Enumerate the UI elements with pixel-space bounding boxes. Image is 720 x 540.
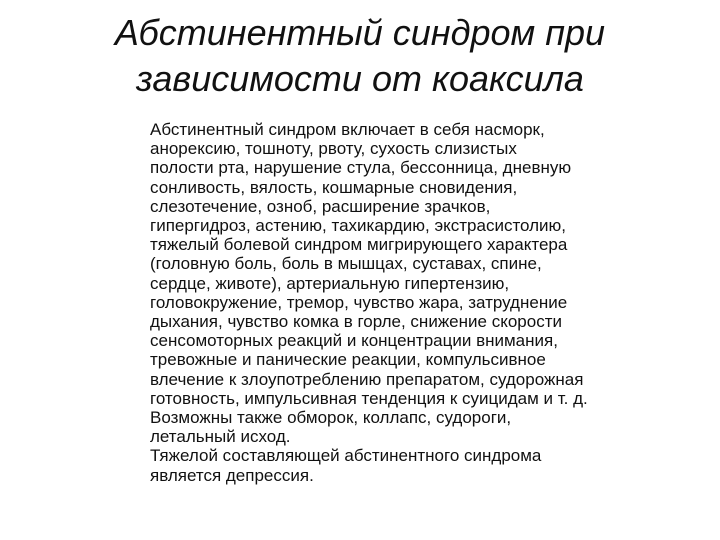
text-line: является депрессия.	[150, 465, 314, 485]
title-line: Абстинентный синдром при	[114, 12, 606, 53]
text-line: сенсомоторных реакций и концентрации внимания,	[150, 331, 558, 351]
text-line: Возможны также обморок, коллапс, судороги,	[150, 408, 512, 428]
text-line: анорексию, тошноту, рвоту, сухость слизистых	[150, 139, 517, 159]
text-line: летальный исход.	[150, 427, 291, 447]
text-line: готовность, импульсивная тенденция к суицидам и т. д.	[150, 388, 588, 408]
text-line: полости рта, нарушение стула, бессонница, дневную	[150, 158, 572, 178]
title-line: зависимости от коаксила	[136, 58, 584, 99]
text-line: сердце, животе), артериальную гипертензию,	[150, 273, 510, 293]
text-line: Абстинентный синдром включает в себя насморк,	[150, 120, 545, 139]
text-line: сонливость, вялость, кошмарные сновидения,	[150, 177, 518, 197]
text-line: головокружение, тремор, чувство жара, затруднение	[150, 292, 568, 312]
text-line: тревожные и панические реакции, компульсивное	[150, 350, 546, 370]
text-line: дыхания, чувство комка в горле, снижение скорости	[150, 312, 562, 332]
text-line: влечение к злоупотреблению препаратом, судорожная	[150, 369, 584, 389]
paragraph-symptoms	[150, 120, 695, 446]
paragraph-depression	[150, 446, 695, 484]
text-line: слезотечение, озноб, расширение зрачков,	[150, 196, 491, 216]
text-line: гипергидроз, астению, тахикардию, экстрасистолию,	[150, 216, 567, 236]
text-line: тяжелый болевой синдром мигрирующего характера	[150, 235, 568, 255]
text-line: Тяжелой составляющей абстинентного синдрома	[150, 446, 542, 466]
text-line: (головную боль, боль в мышцах, суставах, спине,	[150, 254, 542, 274]
slide-body	[150, 120, 695, 485]
slide-title	[60, 10, 660, 102]
